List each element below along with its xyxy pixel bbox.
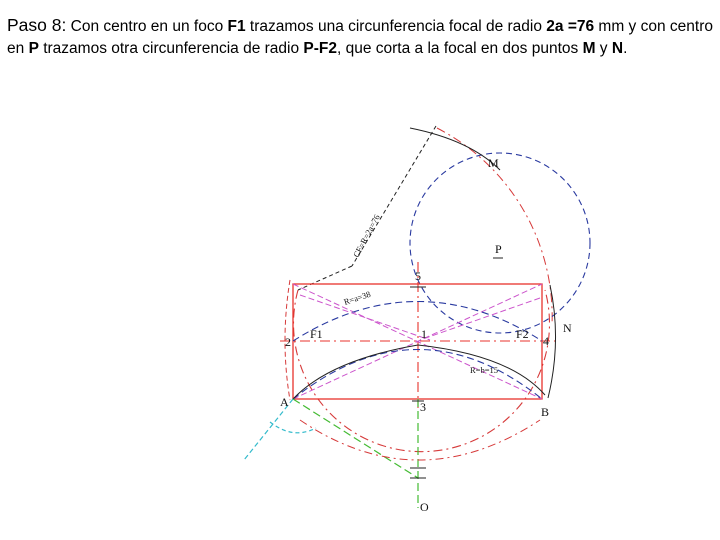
label-2: 2 xyxy=(285,335,291,349)
label-b: B xyxy=(541,405,550,419)
caption-text-3: mm y con centro en xyxy=(7,18,713,57)
label-5: 5 xyxy=(415,269,421,283)
caption-text-7: . xyxy=(623,39,628,57)
annotation-focal-radius: CF=R=2a=76 xyxy=(350,212,382,259)
caption-text-4: trazamos otra circunferencia de radio xyxy=(38,39,304,57)
caption-bold-f1: F1 xyxy=(227,18,246,35)
label-f1: F1 xyxy=(310,327,323,341)
caption-text-5: , que corta a la focal en dos puntos xyxy=(336,39,583,57)
caption-text-2: trazamos una circunferencia focal de radio xyxy=(245,18,547,35)
label-1: 1 xyxy=(421,327,427,341)
focal-radius-line-short xyxy=(298,266,352,290)
caption-bold-m: M xyxy=(582,39,596,57)
caption-bold-n: N xyxy=(611,39,624,57)
label-p: P xyxy=(495,242,502,256)
annotation-radius-b: R=b=15 xyxy=(470,365,499,375)
caption-bold-p: P xyxy=(28,39,39,57)
caption-text-6: y xyxy=(595,39,612,57)
green-diagonal-line xyxy=(293,399,418,478)
label-3: 3 xyxy=(420,400,426,414)
label-4: 4 xyxy=(543,334,549,348)
step-title: Paso 8: xyxy=(7,15,67,35)
label-a: A xyxy=(280,395,289,409)
label-f2: F2 xyxy=(516,327,529,341)
caption-bold-radius: 2a =76 xyxy=(546,18,595,35)
label-n: N xyxy=(563,321,572,335)
label-o: O xyxy=(420,500,429,514)
annotation-radius-a: R=a=38 xyxy=(342,288,372,307)
caption-bold-pf2: P-F2 xyxy=(303,39,337,57)
caption-text-1: Con centro en un foco xyxy=(66,18,228,35)
ellipse-arc-left-dark xyxy=(293,345,418,399)
label-m: M xyxy=(488,156,499,170)
cyan-arc xyxy=(270,422,316,433)
